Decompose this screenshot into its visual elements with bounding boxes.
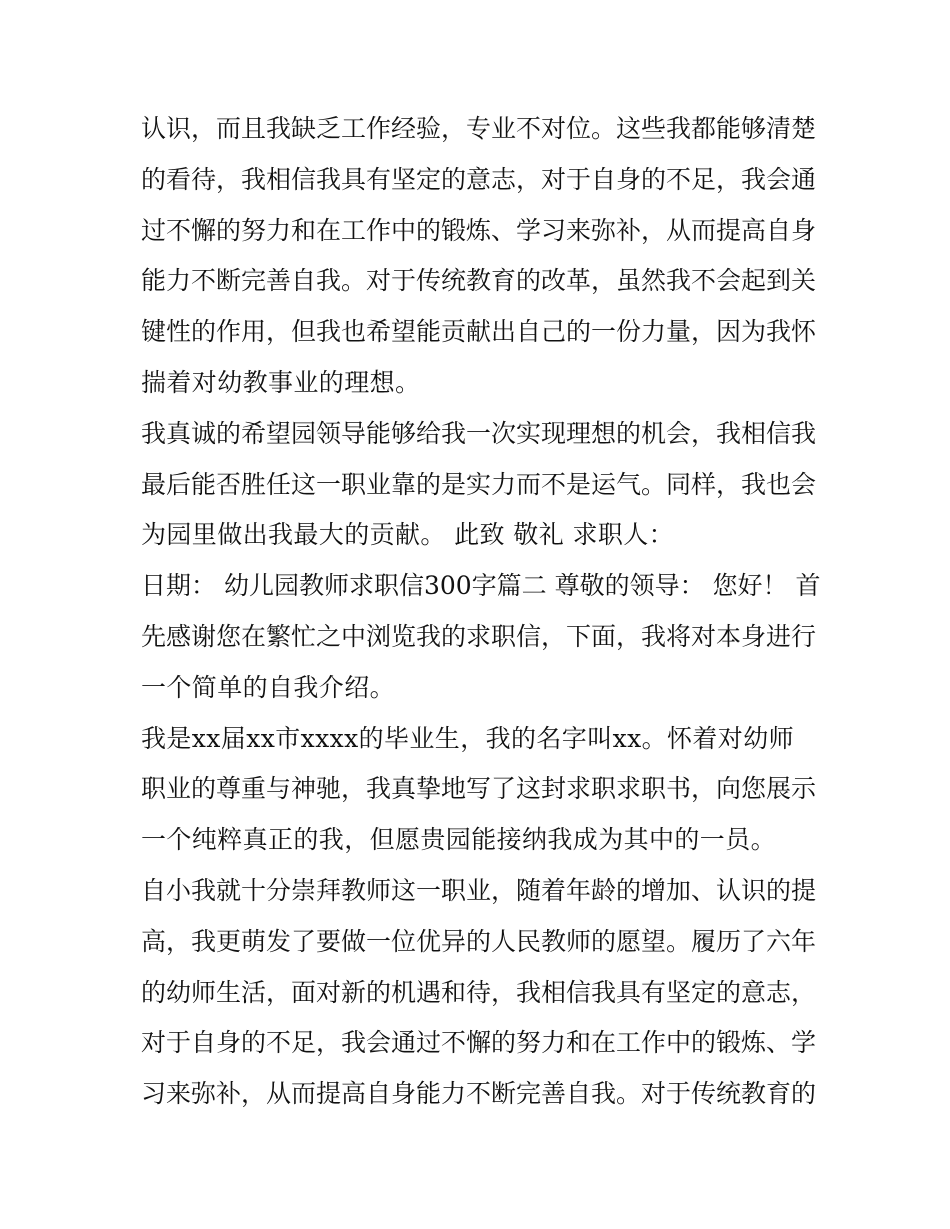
body-text — [141, 104, 821, 1120]
text-line: 对于自身的不足，我会通过不懈的努力和在工作中的锻炼、学 — [141, 1028, 817, 1058]
text-line: 一个简单的自我介绍。 — [141, 672, 396, 702]
text-line: 职业的尊重与神驰，我真挚地写了这封求职求职书，向您展示 — [141, 774, 817, 804]
text-line: 的幼师生活，面对新的机遇和待，我相信我具有坚定的意志， — [141, 977, 817, 1007]
text-line: 习来弥补，从而提高自身能力不断完善自我。对于传统教育的 — [141, 1079, 817, 1109]
text-line: 键性的作用，但我也希望能贡献出自己的一份力量，因为我怀 — [141, 317, 817, 347]
text-line: 过不懈的努力和在工作中的锻炼、学习来弥补，从而提高自身 — [141, 215, 817, 245]
text-line: 我是xx届xx市xxxx的毕业生，我的名字叫xx。怀着对幼师 — [141, 723, 794, 753]
text-line: 日期： 幼儿园教师求职信300字篇二 尊敬的领导： 您好！ 首 — [141, 571, 821, 601]
text-line: 为园里做出我最大的贡献。 此致 敬礼 求职人： — [141, 520, 675, 550]
text-line: 认识，而且我缺乏工作经验，专业不对位。这些我都能够清楚 — [141, 114, 817, 143]
text-line: 揣着对幼教事业的理想。 — [141, 367, 421, 397]
text-line: 我真诚的希望园领导能够给我一次实现理想的机会，我相信我 — [141, 418, 817, 448]
text-line: 自小我就十分崇拜教师这一职业，随着年龄的增加、认识的提 — [141, 875, 817, 905]
text-line: 最后能否胜任这一职业靠的是实力而不是运气。同样，我也会 — [141, 469, 817, 499]
text-line: 的看待，我相信我具有坚定的意志，对于自身的不足，我会通 — [141, 164, 817, 194]
text-line: 先感谢您在繁忙之中浏览我的求职信，下面，我将对本身进行 — [141, 621, 817, 651]
text-line: 高，我更萌发了要做一位优异的人民教师的愿望。履历了六年 — [141, 926, 817, 956]
text-line: 一个纯粹真正的我，但愿贵园能接纳我成为其中的一员。 — [141, 825, 777, 855]
text-line: 能力不断完善自我。对于传统教育的改革，虽然我不会起到关 — [141, 266, 817, 296]
